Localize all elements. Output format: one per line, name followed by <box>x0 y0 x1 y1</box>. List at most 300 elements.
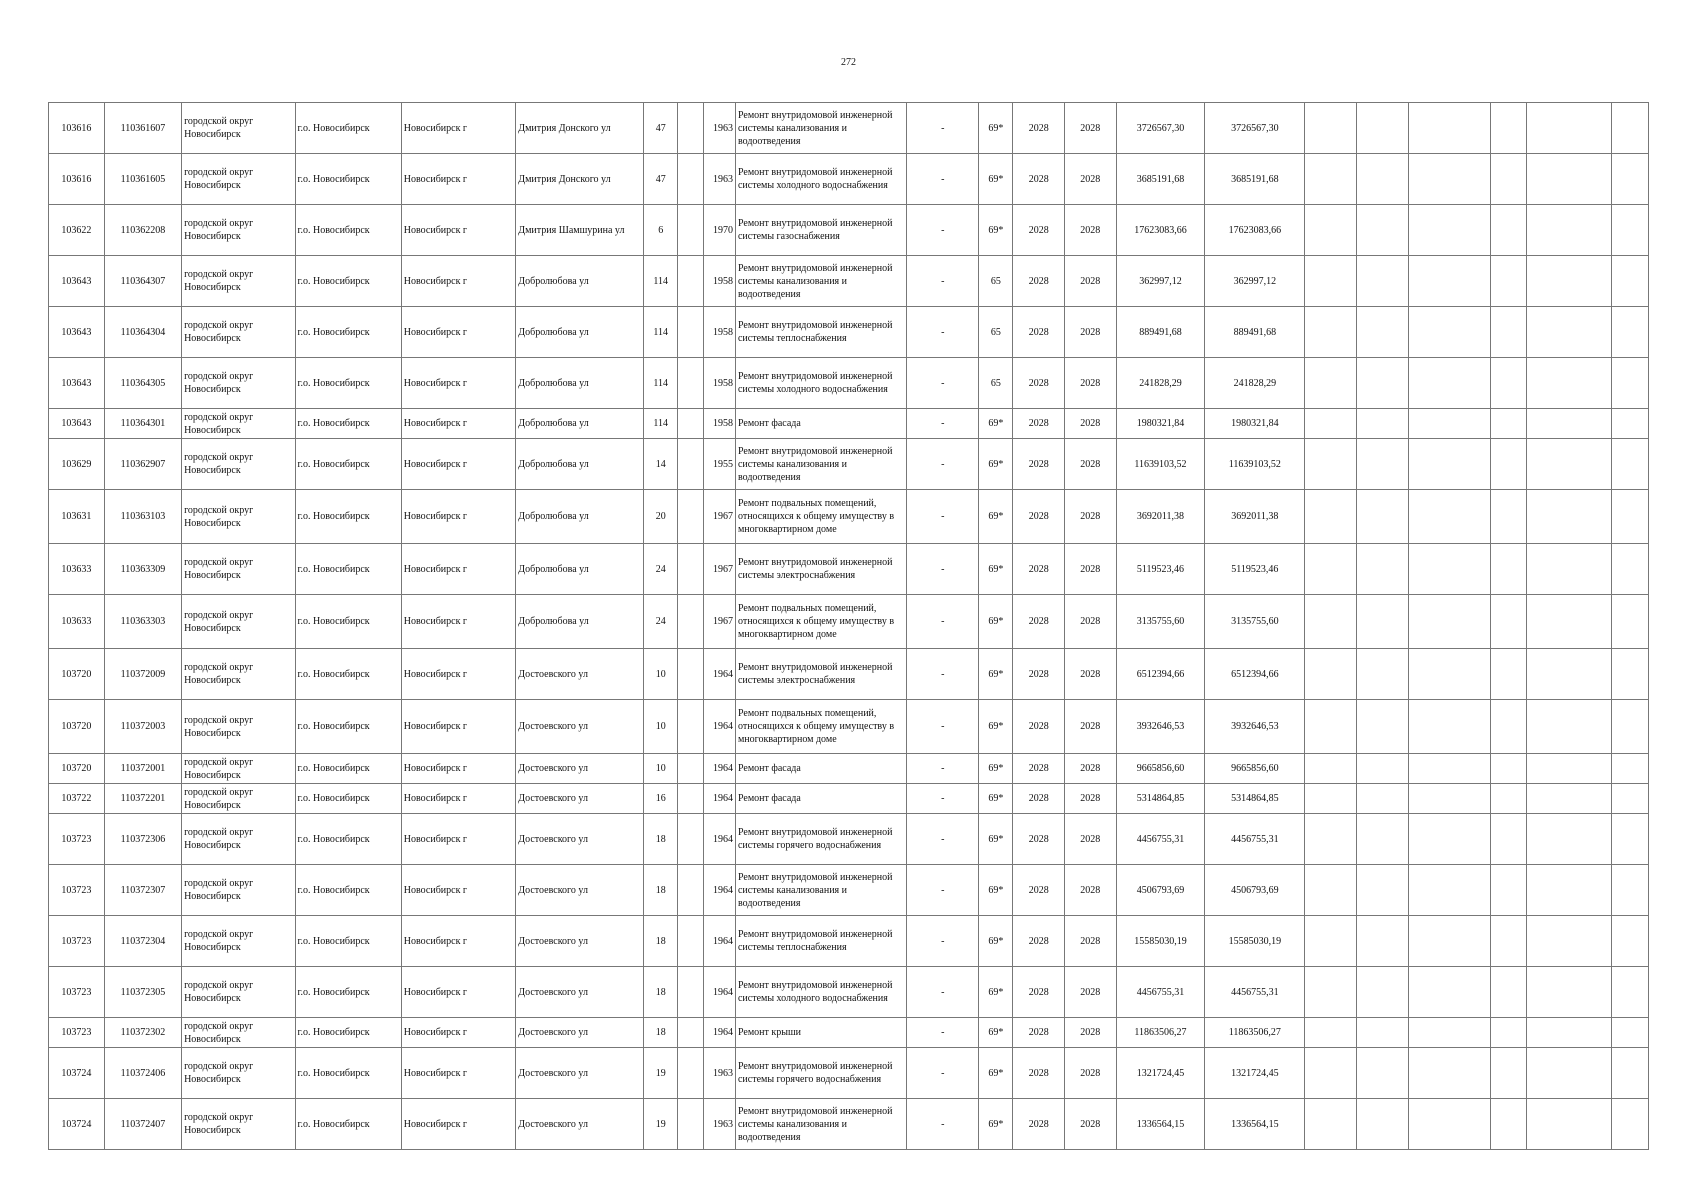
cell-municipality: городской округ Новосибирск <box>182 154 295 205</box>
cell-year: 1958 <box>704 307 736 358</box>
cell-empty <box>1356 409 1408 439</box>
cell-work: Ремонт фасада <box>735 409 906 439</box>
cell-street: Достоевского ул <box>516 784 644 814</box>
cell-street: Достоевского ул <box>516 649 644 700</box>
cell-street: Добролюбова ул <box>516 409 644 439</box>
cell-id: 103722 <box>49 784 105 814</box>
cell-empty <box>1356 916 1408 967</box>
cell-street: Достоевского ул <box>516 865 644 916</box>
cell-city: Новосибирск г <box>401 754 516 784</box>
table-row <box>49 784 1649 814</box>
cell-empty <box>1305 814 1357 865</box>
cell-work: Ремонт крыши <box>735 1018 906 1048</box>
cell-empty <box>1356 649 1408 700</box>
cell-building <box>678 814 704 865</box>
cell-year-end: 2028 <box>1065 490 1117 544</box>
cell-dash: - <box>907 544 979 595</box>
cell-cost-total: 17623083,66 <box>1205 205 1305 256</box>
cell-cost-total: 1336564,15 <box>1205 1099 1305 1150</box>
cell-empty <box>1527 490 1612 544</box>
cell-empty <box>1491 967 1527 1018</box>
cell-code: 110364307 <box>104 256 181 307</box>
cell-city: Новосибирск г <box>401 1099 516 1150</box>
table-row <box>49 544 1649 595</box>
cell-year: 1964 <box>704 700 736 754</box>
cell-year: 1958 <box>704 256 736 307</box>
cell-empty <box>1611 916 1648 967</box>
cell-cost-total: 3685191,68 <box>1205 154 1305 205</box>
cell-building <box>678 544 704 595</box>
cell-code: 110372305 <box>104 967 181 1018</box>
cell-year-end: 2028 <box>1065 1099 1117 1150</box>
table-row <box>49 1018 1649 1048</box>
table-row <box>49 154 1649 205</box>
cell-empty <box>1611 865 1648 916</box>
cell-city: Новосибирск г <box>401 595 516 649</box>
cell-cost-total: 3726567,30 <box>1205 103 1305 154</box>
cell-year-end: 2028 <box>1065 967 1117 1018</box>
cell-city: Новосибирск г <box>401 814 516 865</box>
cell-id: 103723 <box>49 814 105 865</box>
cell-cost-total: 6512394,66 <box>1205 649 1305 700</box>
cell-empty <box>1356 358 1408 409</box>
cell-district: г.о. Новосибирск <box>295 700 401 754</box>
cell-empty <box>1408 256 1491 307</box>
cell-empty <box>1491 700 1527 754</box>
cell-district: г.о. Новосибирск <box>295 1099 401 1150</box>
cell-municipality: городской округ Новосибирск <box>182 595 295 649</box>
cell-empty <box>1611 649 1648 700</box>
cell-empty <box>1356 865 1408 916</box>
cell-city: Новосибирск г <box>401 1048 516 1099</box>
cell-id: 103643 <box>49 256 105 307</box>
table-row <box>49 409 1649 439</box>
cell-empty <box>1408 967 1491 1018</box>
cell-work: Ремонт внутридомовой инженерной системы холодного водоснабжения <box>735 967 906 1018</box>
cell-street: Дмитрия Донского ул <box>516 103 644 154</box>
cell-year-end: 2028 <box>1065 865 1117 916</box>
cell-wear: 69* <box>979 1048 1013 1099</box>
cell-wear: 69* <box>979 865 1013 916</box>
cell-wear: 69* <box>979 409 1013 439</box>
cell-municipality: городской округ Новосибирск <box>182 307 295 358</box>
cell-year-plan: 2028 <box>1013 649 1065 700</box>
cell-municipality: городской округ Новосибирск <box>182 700 295 754</box>
cell-municipality: городской округ Новосибирск <box>182 814 295 865</box>
cell-empty <box>1527 256 1612 307</box>
cell-empty <box>1408 358 1491 409</box>
cell-building <box>678 256 704 307</box>
cell-work: Ремонт подвальных помещений, относящихся к общему имуществу в многоквартирном доме <box>735 595 906 649</box>
cell-code: 110372304 <box>104 916 181 967</box>
cell-building <box>678 916 704 967</box>
cell-street: Достоевского ул <box>516 967 644 1018</box>
cell-id: 103720 <box>49 649 105 700</box>
cell-id: 103723 <box>49 1018 105 1048</box>
cell-year-end: 2028 <box>1065 205 1117 256</box>
cell-year-end: 2028 <box>1065 814 1117 865</box>
cell-cost-total: 5314864,85 <box>1205 784 1305 814</box>
cell-dash: - <box>907 103 979 154</box>
table-row <box>49 649 1649 700</box>
cell-work: Ремонт внутридомовой инженерной системы электроснабжения <box>735 544 906 595</box>
cell-street: Добролюбова ул <box>516 595 644 649</box>
cell-year-plan: 2028 <box>1013 967 1065 1018</box>
cell-empty <box>1527 154 1612 205</box>
cell-id: 103622 <box>49 205 105 256</box>
cell-year-plan: 2028 <box>1013 307 1065 358</box>
cell-street: Достоевского ул <box>516 814 644 865</box>
cell-work: Ремонт внутридомовой инженерной системы холодного водоснабжения <box>735 154 906 205</box>
cell-empty <box>1491 1048 1527 1099</box>
cell-building <box>678 784 704 814</box>
cell-house: 114 <box>644 409 678 439</box>
cell-code: 110362907 <box>104 439 181 490</box>
cell-wear: 69* <box>979 754 1013 784</box>
cell-year: 1963 <box>704 154 736 205</box>
cell-year: 1964 <box>704 649 736 700</box>
cell-work: Ремонт внутридомовой инженерной системы канализования и водоотведения <box>735 865 906 916</box>
cell-empty <box>1408 700 1491 754</box>
cell-cost-total: 4506793,69 <box>1205 865 1305 916</box>
cell-empty <box>1305 595 1357 649</box>
cell-empty <box>1408 490 1491 544</box>
cell-year: 1967 <box>704 544 736 595</box>
cell-empty <box>1305 1018 1357 1048</box>
cell-building <box>678 409 704 439</box>
cell-empty <box>1611 814 1648 865</box>
cell-empty <box>1491 814 1527 865</box>
cell-empty <box>1611 358 1648 409</box>
cell-empty <box>1408 1099 1491 1150</box>
cell-empty <box>1527 865 1612 916</box>
cell-year: 1964 <box>704 916 736 967</box>
cell-street: Достоевского ул <box>516 700 644 754</box>
cell-empty <box>1356 490 1408 544</box>
cell-empty <box>1527 700 1612 754</box>
cell-year-plan: 2028 <box>1013 814 1065 865</box>
cell-house: 18 <box>644 967 678 1018</box>
cell-empty <box>1356 754 1408 784</box>
cell-year-plan: 2028 <box>1013 865 1065 916</box>
cell-empty <box>1527 1048 1612 1099</box>
cell-district: г.о. Новосибирск <box>295 595 401 649</box>
cell-cost: 11639103,52 <box>1116 439 1205 490</box>
cell-year-end: 2028 <box>1065 1048 1117 1099</box>
cell-empty <box>1527 814 1612 865</box>
cell-wear: 69* <box>979 205 1013 256</box>
cell-building <box>678 103 704 154</box>
cell-house: 16 <box>644 784 678 814</box>
cell-cost-total: 1980321,84 <box>1205 409 1305 439</box>
cell-code: 110363303 <box>104 595 181 649</box>
cell-empty <box>1356 967 1408 1018</box>
cell-cost-total: 3932646,53 <box>1205 700 1305 754</box>
cell-work: Ремонт фасада <box>735 754 906 784</box>
cell-cost: 3692011,38 <box>1116 490 1205 544</box>
cell-cost: 1980321,84 <box>1116 409 1205 439</box>
cell-district: г.о. Новосибирск <box>295 916 401 967</box>
table-row <box>49 916 1649 967</box>
cell-empty <box>1491 490 1527 544</box>
cell-cost-total: 4456755,31 <box>1205 814 1305 865</box>
cell-year-end: 2028 <box>1065 1018 1117 1048</box>
cell-house: 47 <box>644 103 678 154</box>
cell-empty <box>1527 595 1612 649</box>
cell-cost-total: 362997,12 <box>1205 256 1305 307</box>
cell-empty <box>1611 967 1648 1018</box>
cell-empty <box>1356 1099 1408 1150</box>
cell-year-plan: 2028 <box>1013 205 1065 256</box>
cell-district: г.о. Новосибирск <box>295 205 401 256</box>
cell-building <box>678 595 704 649</box>
cell-city: Новосибирск г <box>401 700 516 754</box>
cell-code: 110372201 <box>104 784 181 814</box>
cell-street: Добролюбова ул <box>516 439 644 490</box>
cell-empty <box>1356 256 1408 307</box>
cell-empty <box>1356 205 1408 256</box>
cell-id: 103723 <box>49 865 105 916</box>
cell-cost-total: 5119523,46 <box>1205 544 1305 595</box>
cell-wear: 65 <box>979 307 1013 358</box>
cell-empty <box>1356 307 1408 358</box>
cell-empty <box>1305 205 1357 256</box>
cell-empty <box>1491 649 1527 700</box>
cell-municipality: городской округ Новосибирск <box>182 1018 295 1048</box>
cell-id: 103723 <box>49 916 105 967</box>
cell-empty <box>1527 307 1612 358</box>
cell-id: 103720 <box>49 700 105 754</box>
cell-wear: 69* <box>979 1099 1013 1150</box>
cell-code: 110372307 <box>104 865 181 916</box>
cell-empty <box>1527 409 1612 439</box>
cell-empty <box>1491 358 1527 409</box>
cell-empty <box>1611 544 1648 595</box>
cell-empty <box>1611 1099 1648 1150</box>
cell-empty <box>1408 595 1491 649</box>
cell-empty <box>1356 595 1408 649</box>
cell-empty <box>1408 544 1491 595</box>
cell-building <box>678 358 704 409</box>
cell-municipality: городской округ Новосибирск <box>182 409 295 439</box>
cell-year: 1967 <box>704 595 736 649</box>
cell-empty <box>1356 544 1408 595</box>
cell-code: 110363103 <box>104 490 181 544</box>
cell-empty <box>1491 1099 1527 1150</box>
cell-municipality: городской округ Новосибирск <box>182 1048 295 1099</box>
cell-year: 1964 <box>704 967 736 1018</box>
cell-house: 24 <box>644 595 678 649</box>
cell-house: 19 <box>644 1048 678 1099</box>
cell-dash: - <box>907 916 979 967</box>
cell-dash: - <box>907 754 979 784</box>
cell-wear: 69* <box>979 1018 1013 1048</box>
cell-dash: - <box>907 1048 979 1099</box>
cell-city: Новосибирск г <box>401 1018 516 1048</box>
cell-year: 1958 <box>704 358 736 409</box>
table-row <box>49 256 1649 307</box>
table-row <box>49 205 1649 256</box>
cell-work: Ремонт подвальных помещений, относящихся к общему имуществу в многоквартирном доме <box>735 700 906 754</box>
cell-municipality: городской округ Новосибирск <box>182 1099 295 1150</box>
cell-empty <box>1305 784 1357 814</box>
cell-empty <box>1611 154 1648 205</box>
cell-work: Ремонт внутридомовой инженерной системы горячего водоснабжения <box>735 814 906 865</box>
cell-year-end: 2028 <box>1065 544 1117 595</box>
cell-id: 103724 <box>49 1048 105 1099</box>
cell-wear: 69* <box>979 490 1013 544</box>
cell-wear: 65 <box>979 358 1013 409</box>
cell-cost: 6512394,66 <box>1116 649 1205 700</box>
cell-street: Достоевского ул <box>516 754 644 784</box>
cell-city: Новосибирск г <box>401 544 516 595</box>
cell-id: 103616 <box>49 154 105 205</box>
cell-city: Новосибирск г <box>401 409 516 439</box>
cell-work: Ремонт внутридомовой инженерной системы теплоснабжения <box>735 307 906 358</box>
cell-house: 10 <box>644 754 678 784</box>
table-row <box>49 967 1649 1018</box>
cell-empty <box>1611 439 1648 490</box>
cell-empty <box>1611 103 1648 154</box>
cell-empty <box>1527 1018 1612 1048</box>
cell-building <box>678 439 704 490</box>
cell-year-end: 2028 <box>1065 307 1117 358</box>
cell-house: 19 <box>644 1099 678 1150</box>
cell-cost: 17623083,66 <box>1116 205 1205 256</box>
table-row <box>49 754 1649 784</box>
cell-municipality: городской округ Новосибирск <box>182 439 295 490</box>
cell-year: 1964 <box>704 784 736 814</box>
cell-cost-total: 1321724,45 <box>1205 1048 1305 1099</box>
cell-city: Новосибирск г <box>401 307 516 358</box>
cell-empty <box>1611 205 1648 256</box>
cell-year-plan: 2028 <box>1013 358 1065 409</box>
cell-empty <box>1305 1048 1357 1099</box>
cell-district: г.о. Новосибирск <box>295 409 401 439</box>
cell-street: Дмитрия Шамшурина ул <box>516 205 644 256</box>
cell-dash: - <box>907 1018 979 1048</box>
cell-city: Новосибирск г <box>401 490 516 544</box>
cell-cost: 9665856,60 <box>1116 754 1205 784</box>
cell-work: Ремонт внутридомовой инженерной системы газоснабжения <box>735 205 906 256</box>
cell-year-end: 2028 <box>1065 439 1117 490</box>
cell-empty <box>1305 103 1357 154</box>
cell-cost: 1336564,15 <box>1116 1099 1205 1150</box>
cell-dash: - <box>907 784 979 814</box>
cell-dash: - <box>907 439 979 490</box>
cell-year-plan: 2028 <box>1013 103 1065 154</box>
table-row <box>49 103 1649 154</box>
cell-municipality: городской округ Новосибирск <box>182 490 295 544</box>
cell-empty <box>1491 103 1527 154</box>
cell-work: Ремонт внутридомовой инженерной системы электроснабжения <box>735 649 906 700</box>
cell-building <box>678 1018 704 1048</box>
cell-cost-total: 15585030,19 <box>1205 916 1305 967</box>
cell-district: г.о. Новосибирск <box>295 814 401 865</box>
cell-empty <box>1527 544 1612 595</box>
cell-building <box>678 154 704 205</box>
cell-id: 103629 <box>49 439 105 490</box>
cell-house: 10 <box>644 700 678 754</box>
cell-street: Добролюбова ул <box>516 490 644 544</box>
cell-dash: - <box>907 256 979 307</box>
cell-building <box>678 754 704 784</box>
cell-district: г.о. Новосибирск <box>295 1018 401 1048</box>
cell-building <box>678 700 704 754</box>
cell-municipality: городской округ Новосибирск <box>182 205 295 256</box>
cell-house: 18 <box>644 916 678 967</box>
table-row <box>49 439 1649 490</box>
cell-district: г.о. Новосибирск <box>295 154 401 205</box>
cell-street: Достоевского ул <box>516 1018 644 1048</box>
cell-district: г.о. Новосибирск <box>295 307 401 358</box>
cell-code: 110372406 <box>104 1048 181 1099</box>
cell-city: Новосибирск г <box>401 439 516 490</box>
cell-district: г.о. Новосибирск <box>295 865 401 916</box>
cell-year-end: 2028 <box>1065 784 1117 814</box>
cell-empty <box>1408 409 1491 439</box>
cell-wear: 69* <box>979 154 1013 205</box>
cell-district: г.о. Новосибирск <box>295 439 401 490</box>
cell-year-plan: 2028 <box>1013 916 1065 967</box>
cell-year-plan: 2028 <box>1013 256 1065 307</box>
cell-cost: 15585030,19 <box>1116 916 1205 967</box>
cell-empty <box>1408 307 1491 358</box>
cell-wear: 69* <box>979 103 1013 154</box>
cell-municipality: городской округ Новосибирск <box>182 256 295 307</box>
cell-street: Добролюбова ул <box>516 358 644 409</box>
cell-cost: 3726567,30 <box>1116 103 1205 154</box>
cell-city: Новосибирск г <box>401 649 516 700</box>
cell-empty <box>1305 154 1357 205</box>
cell-wear: 69* <box>979 649 1013 700</box>
cell-empty <box>1527 916 1612 967</box>
cell-district: г.о. Новосибирск <box>295 358 401 409</box>
cell-work: Ремонт фасада <box>735 784 906 814</box>
table-row <box>49 595 1649 649</box>
cell-id: 103631 <box>49 490 105 544</box>
cell-empty <box>1491 595 1527 649</box>
cell-empty <box>1491 784 1527 814</box>
cell-house: 18 <box>644 814 678 865</box>
cell-wear: 65 <box>979 256 1013 307</box>
cell-cost: 3932646,53 <box>1116 700 1205 754</box>
cell-empty <box>1491 1018 1527 1048</box>
cell-street: Добролюбова ул <box>516 307 644 358</box>
cell-cost-total: 241828,29 <box>1205 358 1305 409</box>
cell-cost-total: 4456755,31 <box>1205 967 1305 1018</box>
cell-empty <box>1305 409 1357 439</box>
cell-district: г.о. Новосибирск <box>295 754 401 784</box>
cell-empty <box>1305 544 1357 595</box>
cell-empty <box>1356 103 1408 154</box>
cell-empty <box>1527 358 1612 409</box>
cell-year: 1963 <box>704 1048 736 1099</box>
cell-district: г.о. Новосибирск <box>295 103 401 154</box>
table-row <box>49 1048 1649 1099</box>
cell-empty <box>1491 916 1527 967</box>
cell-dash: - <box>907 490 979 544</box>
cell-municipality: городской округ Новосибирск <box>182 916 295 967</box>
cell-empty <box>1408 649 1491 700</box>
table-row <box>49 307 1649 358</box>
cell-work: Ремонт внутридомовой инженерной системы канализования и водоотведения <box>735 103 906 154</box>
cell-street: Достоевского ул <box>516 916 644 967</box>
cell-empty <box>1491 865 1527 916</box>
cell-building <box>678 967 704 1018</box>
cell-id: 103633 <box>49 595 105 649</box>
cell-empty <box>1305 967 1357 1018</box>
